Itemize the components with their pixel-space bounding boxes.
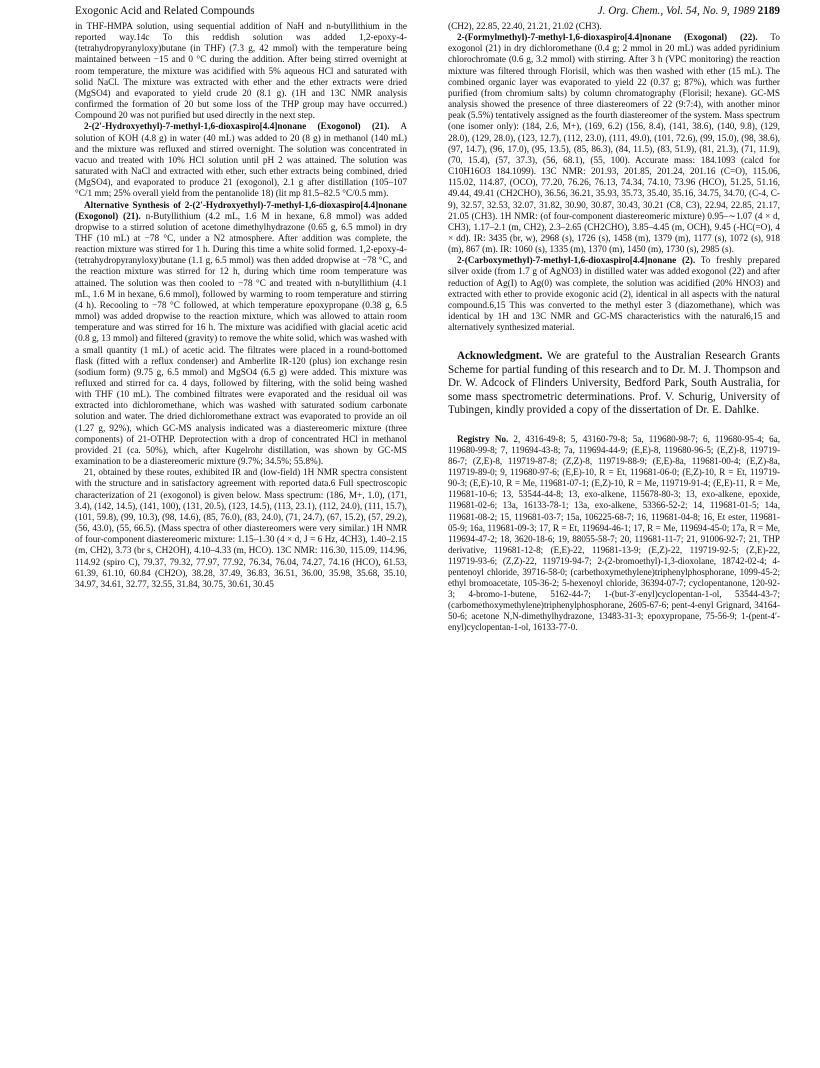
acknowledgment bbox=[448, 350, 780, 418]
right-column bbox=[448, 22, 780, 634]
journal-citation bbox=[598, 3, 780, 19]
registry-heading: Registry No. bbox=[457, 433, 509, 444]
text-exogonic-acid: To freshly prepared silver oxide (from 1.7 g of AgNO3) in distilled water was added exogonol (22) and after reduction of Ag(I) to Ag(0) was complete, the solution was acidified (20% HNO3) and extracted with ether to provide exogonic acid (2), identical in all aspects with the natural compound.6,15 This was converted to the methyl ester 3 (diazomethane), which was identical by 1H and 13C NMR and GC-MS characteristics with the natural6,15 and alternatively synthesized material. bbox=[448, 256, 780, 334]
acknowledgment-text: We are grateful to the Australian Research Grants Scheme for partial funding of this research and to Dr. M. J. Thompson and Dr. W. Adcock of Flinders University, Bedford Park, South Australia, for some mass spectrometric determinations. Prof. V. Schurig, University of Tubingen, kindly provided a copy of the dissertation of Dr. E. Dahlke. bbox=[448, 350, 780, 417]
paragraph-exogonol bbox=[75, 122, 407, 200]
running-header bbox=[75, 3, 780, 19]
paragraph-compound-20: in THF-HMPA solution, using sequential addition of NaH and n-butyllithium in the reported way.14c To this reddish solution was added 1,2-epoxy-4-(tetrahydropyranyloxy)butane (in THF) (7.3 g, 42 mmol) with the temperature being maintained between −15 and 0 °C during the addition. After being stirred overnight at room temperature, the mixture was acidified with 5% aqueous HCl and saturated with solid NaCl. The mixture was extracted with ether and the ether extracts were dried (MgSO4) and evaporated to yield crude 20 (8.1 g). (1H and 13C NMR analysis confirmed the formation of 20 but some loss of the THP group may have occurred.) Compound 20 was not purified but used directly in the next step. bbox=[75, 22, 407, 122]
heading-exogonal: 2-(Formylmethyl)-7-methyl-1,6-dioxaspiro[4.4]nonane (Exogonal) (22). bbox=[457, 33, 758, 44]
acknowledgment-heading: Acknowledgment. bbox=[457, 350, 543, 363]
page-number: 2189 bbox=[757, 5, 780, 17]
text-alternative-synthesis: n-Butyllithium (4.2 mL, 1.6 M in hexane, 6.8 mmol) was added dropwise to a stirred solution of acetone dimethylhydrazone (0.65 g, 6.5 mmol) in dry THF (10 mL) at −78 °C, under a N2 atmosphere. After addition was complete, the reaction mixture was stirred for 1 h. During this time a white solid formed. 1,2-epoxy-4-(tetrahydropyranyloxy)butane (1.1 g, 6.5 mmol) was then added dropwise at −78 °C, and the reaction mixture was stirred for 12 h, during which time room temperature was attained. The solution was then cooled to −78 °C and treated with n-butyllithium (4.1 mL, 1.6 M in hexane, 6.6 mmol), followed by warming to room temperature and stirring (4 h). Recooling to −78 °C followed, at which temperature epoxypropane (0.38 g, 6.5 mmol) was added dropwise to the reaction mixture, which was allowed to attain room temperature and was stirred for 16 h. The mixture was acidified with glacial acetic acid (0.8 g, 13 mmol) and filtered (gravity) to remove the white solid, which was washed with a small quantity (1 mL) of acetic acid. The filtrates were placed in a round-bottomed flask (fitted with a reflux condenser) and Amberlite IR-120 (plus) ion exchange resin (sodium form) (9.75 g, 6.5 mmol) and MgSO4 (6.5 g) were added. This mixture was refluxed and stirred for ca. 4 days, followed by filtering, with the solid being washed with THF (10 mL). The combined filtrates were evaporated and the residual oil was extracted into dichloromethane, which was washed with saturated sodium carbonate solution and water. The dried dichloromethane extract was evaporated to provide an oil (1.27 g, 92%), which GC-MS analysis indicated was a diastereomeric mixture (three components) of 21-OTHP. Deprotection with a drop of concentrated HCl in methanol provided 21 (ca. 50%), which, after Kugelrohr distillation, was shown by GC-MS examination to be a diastereomeric mixture (9.7%; 34.5%; 55.8%). bbox=[75, 211, 407, 468]
heading-exogonol: 2-(2′-Hydroxyethyl)-7-methyl-1,6-dioxaspiro[4.4]nonane (Exogonol) (21). bbox=[84, 122, 390, 133]
paragraph-characterization-21: 21, obtained by these routes, exhibited IR and (low-field) 1H NMR spectra consistent with the structure and in satisfactory agreement with reported data.6 Full spectroscopic characterization of 21 (exogonol) is given below. Mass spectrum: (186, M+, 1.0), (171, 3.4), (142, 14.5), (141, 100), (131, 20.5), (123, 14.5), (113, 23.1), (112, 24.0), (111, 15.7), (101, 59.8), (99, 10.3), (98, 14.6), (85, 76.0), (83, 24.0), (71, 24.7), (67, 15.2), (57, 29.2), (56, 43.0), (55, 66.5). (Mass spectra of other diastereomers were very similar.) 1H NMR of four-component diastereomeric mixture: 1.15–1.30 (4 × d, J = 6 Hz, 4CH3), 1.40–2.15 (m, CH2), 3.73 (br s, CH2OH), 4.10–4.33 (m, HCO). 13C NMR: 116.30, 115.09, 114.96, 114.92 (spiro C), 79.37, 79.32, 77.97, 77.92, 76.34, 76.04, 74.27, 74.16 (HCO), 61.53, 61.39, 61.10, 60.84 (CH2O), 38.28, 37.49, 36.83, 36.51, 36.00, 35.98, 35.68, 35.10, 34.97, 34.61, 32.77, 32.55, 31.84, 30.75, 30.61, 30.45 bbox=[75, 468, 407, 590]
heading-alternative-synthesis: Alternative Synthesis of 2-(2′-Hydroxyethyl)-7-methyl-1,6-dioxaspiro[4.4]nonane (Exogonol) (21). bbox=[75, 200, 407, 222]
text-exogonal: To exogonol (21) in dry dichloromethane (0.4 g; 2 mmol in 20 mL) was added pyridinium chlorochromate (0.6 g, 3.2 mmol) with stirring. After 3 h (VPC monitoring) the reaction mixture was filtered through Florisil, which was then washed with ether (15 mL). The combined organic layer was evaporated to yield 22 (0.37 g; 87%), which was further purified (from chromium salts) by column chromatography (Florisil; hexane). GC-MS analysis showed the presence of three diastereomers of 22 (9:7:4), with another minor peak (5.5%) tentatively assigned as the fourth diastereomer of the system. Mass spectrum (one isomer only): (184, 2.6, M+), (169, 6.2) (156, 8.4), (141, 38.6), (140, 9.8), (129, 28.0), (129, 28.0), (123, 12.7), (112, 23.0), (111, 49.0), (101, 72.6), (99, 15.0), (98, 38.6), (97, 14.7), (96, 17.0), (95, 13.5), (85, 86.3), (84, 11.5), (83, 51.9), (81, 21.3), (71, 11.9), (70, 15.4), (57, 37.3), (56, 68.1), (55, 100). Accurate mass: 184.1093 (calcd for C10H16O3 184.1099). 13C NMR: 201.93, 201.85, 201.24, 201.16 (C=O), 115.06, 115.02, 114.87, (OCO), 77.20, 76.26, 76.13, 74.34, 74.10, 73.96 (HCO), 51.25, 51.16, 49.44, 49.41 (CH2CHO), 36.56, 36.21, 35.93, 35.73, 35.40, 35.16, 34.75, 34.70, (C-4, C-9), 32.57, 32.53, 32.07, 31.82, 30.90, 30.87, 30.43, 30.21 (C8, C3), 22.94, 22.85, 21.17, 21.05 (CH3). 1H NMR: (of four-component diastereomeric mixture) 0.95–∼1.07 (4 × d, CH3), 1.17–2.1 (m, CH2), 2.3–2.65 (CH2CHO), 3.85–4.45 (m, OCH), 9.45 (-HC(=O), 4 × dd). IR: 3435 (br, w), 2968 (s), 1726 (s), 1458 (m), 1379 (m), 1177 (s), 1072 (s), 918 (m), 867 (m). IR: 1060 (s), 1335 (m), 1370 (m), 1450 (m), 1730 (s), 2985 (s). bbox=[448, 33, 780, 256]
journal-volume: Vol. 54, No. 9, 1989 bbox=[665, 5, 755, 17]
paragraph-continuation: (CH2), 22.85, 22.40, 21.21, 21.02 (CH3). bbox=[448, 22, 602, 32]
registry-numbers bbox=[448, 434, 780, 634]
paragraph-exogonic-acid bbox=[448, 256, 780, 334]
paragraph-exogonal bbox=[448, 33, 780, 256]
left-column bbox=[75, 22, 407, 591]
heading-exogonic-acid: 2-(Carboxymethyl)-7-methyl-1,6-dioxaspiro[4.4]nonane (2). bbox=[457, 256, 696, 267]
paragraph-alternative-synthesis bbox=[75, 201, 407, 469]
registry-text: 2, 4316-49-8; 5, 43160-79-8; 5a, 119680-98-7; 6, 119680-95-4; 6a, 119680-99-8; 7, 119694-43-8; 7a, 119694-44-9; (E,E)-8, 119680-96-5; (E,Z)-8, 119719-86-7; (Z,E)-8, 119719-87-8; (Z,Z)-8, 119719-88-9; (E,E)-8a, 119681-00-4; (E,Z)-8a, 119719-89-0; 9, 119680-97-6; (E,E)-10, R = Et, 119681-06-0; (E,Z)-10, R = Et, 119719-90-3; (E,E)-10, R = Me, 119681-07-1; (E,Z)-10, R = Me, 119719-91-4; (E,E)-11, R = Me, 119681-10-6; 13, 53544-44-8; 13, exo-alkene, 115678-80-3; 13, exo-alkene, epoxide, 119681-02-6; 13a, 16133-78-1; 13a, exo-alkene, 53366-52-2; 14, 119681-01-5; 14a, 119681-08-2; 15, 119681-03-7; 15a, 106225-68-7; 16, 119681-04-8; 16, Et ester, 119681-05-9; 16a, 119681-09-3; 17, R = Et, 119694-46-1; 17, R = Me, 119694-45-0; 17a, R = Me, 119694-47-2; 18, 3620-18-6; 19, 88055-58-7; 20, 119681-11-7; 21, 91006-92-7; 21, THP derivative, 119681-12-8; (E,E)-22, 119681-13-9; (E,Z)-22, 119719-92-5; (Z,E)-22, 119719-93-6; (Z,Z)-22, 119719-94-7; 2-(2-bromoethyl)-1,3-dioxolane, 18742-02-4; 4-pentenoyl chloride, 39716-58-0; (carbethoxymethylene)triphenylphosphorane, 1099-45-2; ethyl bromoacetate, 105-36-2; 5-hexenoyl chloride, 36394-07-7; cyclopentanone, 120-92-3; 4-bromo-1-butene, 5162-44-7; 1-(but-3′-enyl)cyclopentan-1-ol, 53544-43-7; (carbomethoxymethylene)triphenylphosphorane, 2605-67-6; pent-4-enyl Grignard, 34164-50-6; acetone N,N-dimethylhydrazone, 13483-31-3; epoxypropane, 75-56-9; 1-(pent-4′-enyl)cyclopentan-1-ol, 16133-77-0. bbox=[448, 433, 780, 633]
journal-name: J. Org. Chem., bbox=[597, 5, 664, 17]
text-exogonol: A solution of KOH (4.8 g) in water (40 mL) was added to 20 (8 g) in methanol (140 mL) and the mixture was refluxed and stirred overnight. The solution was concentrated in vacuo and treated with 10% HCl solution until pH 2 was attained. The solution was saturated with NaCl and extracted with ether, such ether extracts being combined, dried (MgSO4), and evaporated to produce 21 (exogonol), 2.1 g after distillation (105–107 °C/1 mm; 25% overall yield from the pentanolide 18) (lit mp 81.5–82.5 °C/0.5 mm). bbox=[75, 122, 407, 200]
running-title: Exogonic Acid and Related Compounds bbox=[75, 5, 255, 17]
